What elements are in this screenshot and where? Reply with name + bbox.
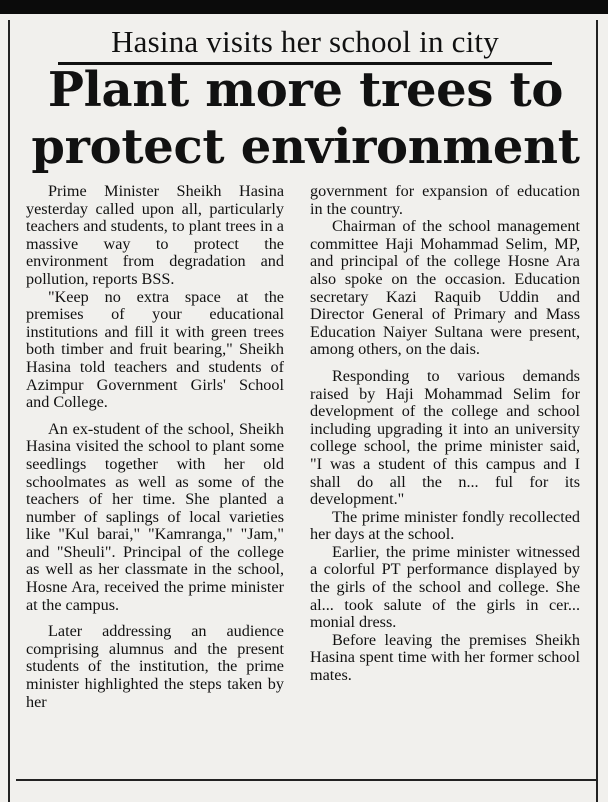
paragraph: government for expansion of education in the country. <box>310 183 580 218</box>
article-column-right <box>310 183 580 778</box>
paragraph: Responding to various demands raised by Haji Mohammad Selim for development of the college and school including upgrading it into an university college school, the prime minister said, "I was a student of this campus and I shall do all the n... ful for its development." <box>310 366 580 509</box>
column-rule-right <box>596 20 598 802</box>
paragraph: Before leaving the premises Sheikh Hasina spent time with her former school mates. <box>310 630 580 685</box>
article-column-left <box>26 183 284 778</box>
paragraph: The prime minister fondly recollected her days at the school. <box>310 507 580 544</box>
paragraph: Later addressing an audience comprising alumnus and the present students of the institution, the prime minister highlighted the steps taken by her <box>26 622 284 711</box>
page-top-border <box>0 0 608 14</box>
article-headline: Plant more trees to protect environment <box>31 62 580 175</box>
next-headline-cropped <box>42 784 582 802</box>
paragraph: Chairman of the school management committee Haji Mohammad Selim, MP, and principal of the college Hosne Ara also spoke on the occasion. Education secretary Kazi Raquib Uddin and Director General of Primary and Mass Education Naiyer Sultana were present, among others, on the dais. <box>310 217 580 359</box>
paragraph: An ex-student of the school, Sheikh Hasina visited the school to plant some seedlings together with her old schoolmates as well as some of the teachers of her time. She planted a number of saplings of local varieties like "Kul barai," "Kamranga," "Jam," and "Sheuli". Principal of the college as well as her classmate in the school, Hosne Ara, received the prime minister at the campus. <box>26 419 284 614</box>
paragraph: "Keep no extra space at the premises of your educational institutions and fill it with green trees both timber and fruit bearing," Sheikh Hasina told teachers and students of Azimpur Government Girls' School and College. <box>26 287 284 412</box>
paragraph: Prime Minister Sheikh Hasina yesterday called upon all, particularly teachers and students, to plant trees in a massive way to protect the environment from degradation and pollution, reports BSS. <box>26 183 284 288</box>
paragraph: Earlier, the prime minister witnessed a colorful PT performance displayed by the girls of the school and college. She al... took salute of the girls in cer... monial dress. <box>310 542 580 632</box>
bottom-rule <box>16 779 596 781</box>
article-kicker: Hasina visits her school in city <box>58 22 552 65</box>
column-rule-left <box>8 20 10 802</box>
